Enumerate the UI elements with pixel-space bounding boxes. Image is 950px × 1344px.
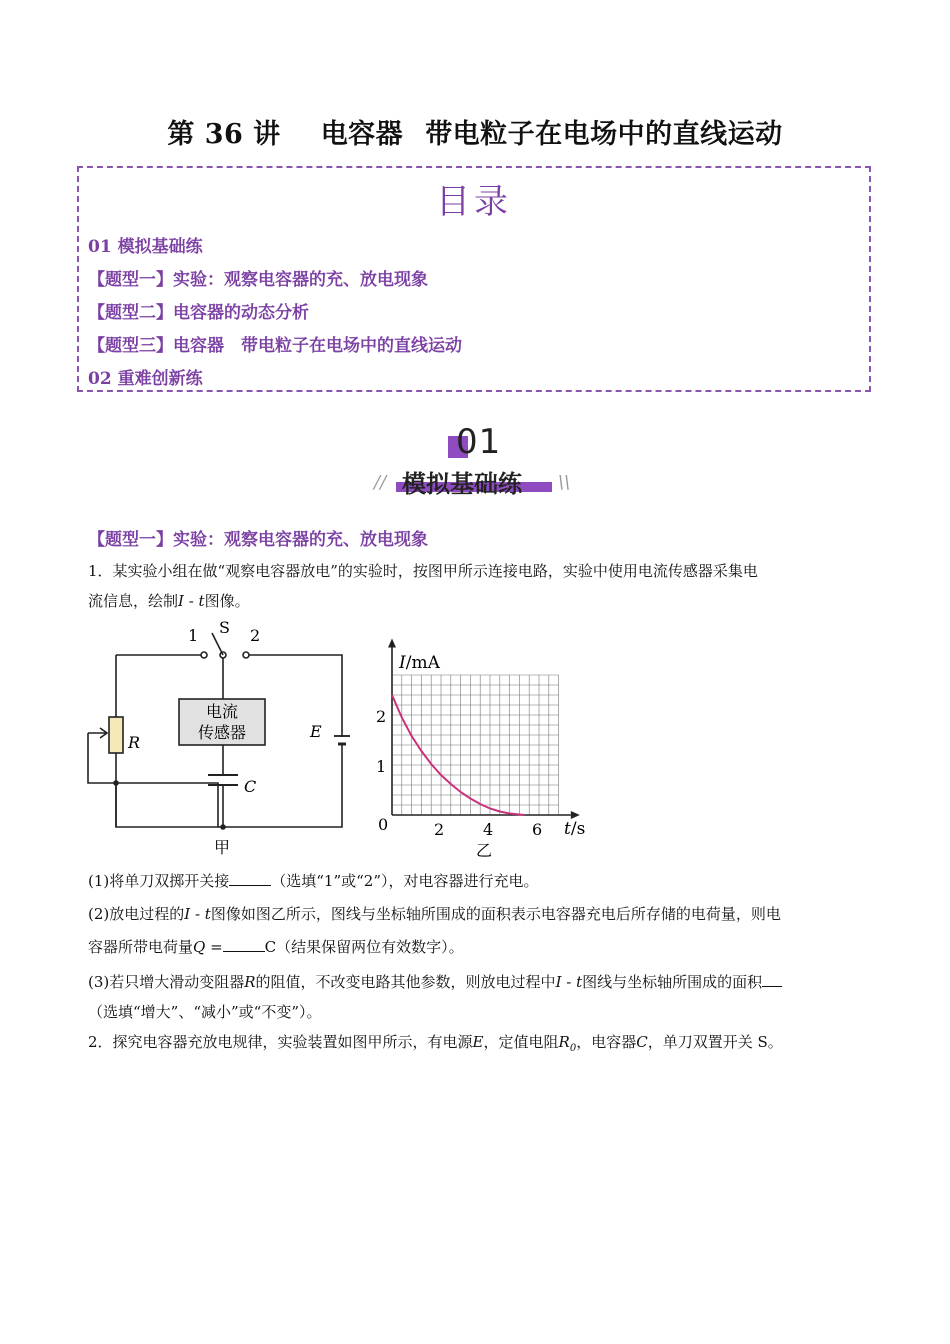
toc-item[interactable]: 【题型二】电容器的动态分析 <box>88 303 309 323</box>
question-1-part-1: (1)将单刀双掷开关接 （选填“1”或“2”），对电容器进行充电。 <box>88 872 539 890</box>
terminal-2 <box>243 652 249 658</box>
decor-slash-icon: \\ <box>558 472 571 493</box>
circuit-caption: 甲 <box>214 838 231 857</box>
answer-blank[interactable] <box>762 972 782 987</box>
experiment-figure <box>84 615 604 865</box>
banner-label: 模拟基础练 <box>402 470 522 498</box>
x-axis-label: t/s <box>564 819 586 839</box>
title-topic-1: 电容器 <box>320 119 404 150</box>
junction-dot <box>220 824 226 830</box>
emf-label: E <box>310 722 322 741</box>
graph-caption: 乙 <box>476 841 493 860</box>
y-tick-label: 1 <box>376 757 387 776</box>
banner-number: 01 <box>456 422 502 462</box>
y-axis-label: I/mA <box>399 653 440 673</box>
decor-slash-icon: // <box>374 472 387 493</box>
origin-label: 0 <box>378 815 389 834</box>
terminal-1 <box>201 652 207 658</box>
x-tick-label: 2 <box>434 820 445 839</box>
terminal-1-label: 1 <box>188 626 199 645</box>
sensor-label-1: 电流 <box>205 702 239 721</box>
toc-item[interactable]: 【题型三】电容器 带电粒子在电场中的直线运动 <box>88 336 462 356</box>
rheostat <box>109 717 123 753</box>
toc-heading: 目录 <box>436 182 512 222</box>
table-of-contents <box>77 166 871 392</box>
section-banner <box>374 422 578 499</box>
toc-item[interactable]: 02 重难创新练 <box>88 369 203 389</box>
question-1-part-2-cont: 容器所带电荷量Q = C（结果保留两位有效数字）。 <box>88 938 464 956</box>
answer-blank[interactable] <box>223 937 265 952</box>
page-title <box>0 112 950 151</box>
toc-item[interactable]: 01 模拟基础练 <box>88 237 203 257</box>
title-topic-2: 带电粒子在电场中的直线运动 <box>425 119 783 150</box>
x-tick-label: 4 <box>483 820 494 839</box>
battery-gap <box>332 737 352 743</box>
y-axis-arrow <box>388 639 396 648</box>
question-1-part-2: (2)放电过程的I - t图像如图乙所示，图线与坐标轴所围成的面积表示电容器充电后所存储的电荷量，则电 <box>88 905 781 923</box>
toc-item[interactable]: 【题型一】实验：观察电容器的充、放电现象 <box>88 270 428 290</box>
resistor-label: R <box>128 733 141 752</box>
question-1-line-1: 1．某实验小组在做“观察电容器放电”的实验时，按图甲所示连接电路，实验中使用电流传感器采集电 <box>88 562 758 580</box>
question-1-part-3-cont: （选填“增大”、“减小”或“不变”）。 <box>88 1003 322 1021</box>
question-2: 2．探究电容器充放电规律，实验装置如图甲所示，有电源E，定值电阻$R_0$，电容器C，单刀双置开关 S。 <box>88 1033 783 1054</box>
switch-label: S <box>219 618 230 637</box>
question-1-line-2: 流信息，绘制I - t图像。 <box>88 592 250 610</box>
x-axis-arrow <box>571 811 580 819</box>
title-lecture: 第 36 讲 <box>167 119 281 150</box>
terminal-2-label: 2 <box>250 626 261 645</box>
section-heading: 【题型一】实验：观察电容器的充、放电现象 <box>88 530 428 550</box>
x-tick-label: 6 <box>532 820 543 839</box>
question-1-part-3: (3)若只增大滑动变阻器R的阻值，不改变电路其他参数，则放电过程中I - t图线与坐标轴所围成的面积 <box>88 971 782 992</box>
junction-dot <box>113 780 119 786</box>
capacitor-label: C <box>244 777 257 796</box>
sensor-label-2: 传感器 <box>197 723 247 742</box>
answer-blank[interactable] <box>229 871 271 886</box>
y-tick-label: 2 <box>376 707 387 726</box>
